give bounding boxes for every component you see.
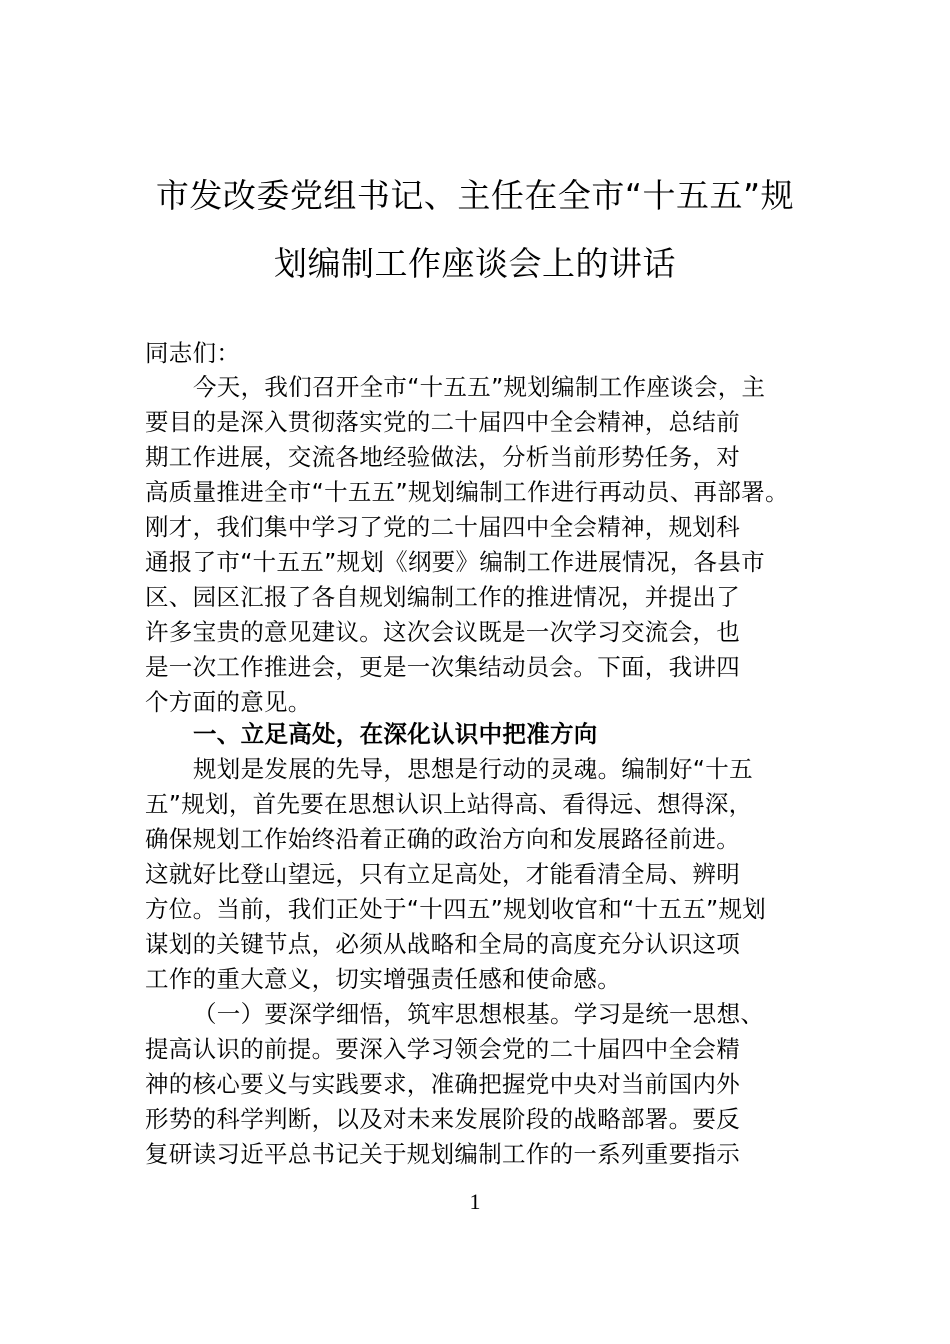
paragraph-line: 五”规划，首先要在思想认识上站得高、看得远、想得深， [145,790,753,818]
paragraph-line: 期工作进展，交流各地经验做法，分析当前形势任务，对 [145,443,740,471]
paragraph-line: 今天，我们召开全市“十五五”规划编制工作座谈会，主 [193,373,766,401]
paragraph-line: 个方面的意见。 [145,688,312,716]
paragraph-line: 提高认识的前提。要深入学习领会党的二十届四中全会精 [145,1035,740,1063]
paragraph-line: 通报了市“十五五”规划《纲要》编制工作进展情况，各县市 [145,548,765,576]
paragraph-line: 是一次工作推进会，更是一次集结动员会。下面，我讲四 [145,653,740,681]
paragraph-line: 这就好比登山望远，只有立足高处，才能看清全局、辨明 [145,860,740,888]
page-number: 1 [469,1189,481,1214]
paragraph-line: 区、园区汇报了各自规划编制工作的推进情况，并提出了 [145,583,740,611]
paragraph-line: 高质量推进全市“十五五”规划编制工作进行再动员、再部署。 [145,478,789,506]
paragraph-line: 刚才，我们集中学习了党的二十届四中全会精神，规划科 [145,513,740,541]
paragraph-line: 要目的是深入贯彻落实党的二十届四中全会精神，总结前 [145,408,740,436]
paragraph-line: 谋划的关键节点，必须从战略和全局的高度充分认识这项 [145,930,740,958]
paragraph-line: 许多宝贵的意见建议。这次会议既是一次学习交流会，也 [145,618,740,646]
salutation: 同志们： [145,339,241,367]
paragraph-line: 工作的重大意义，切实增强责任感和使命感。 [145,965,621,993]
paragraph-line: 规划是发展的先导，思想是行动的灵魂。编制好“十五 [193,755,753,783]
paragraph-line: 复研读习近平总书记关于规划编制工作的一系列重要指示 [145,1140,740,1168]
paragraph-line: 方位。当前，我们正处于“十四五”规划收官和“十五五”规划 [145,895,767,923]
paragraph-line: 神的核心要义与实践要求，准确把握党中央对当前国内外 [145,1070,740,1098]
document-title-line-1: 市发改委党组书记、主任在全市“十五五”规 [155,176,795,215]
paragraph-line: 确保规划工作始终沿着正确的政治方向和发展路径前进。 [145,825,740,853]
subsection-paragraph-line: （一）要深学细悟，筑牢思想根基。学习是统一思想、 [193,1000,765,1028]
document-title-line-2: 划编制工作座谈会上的讲话 [274,244,676,283]
paragraph-line: 形势的科学判断，以及对未来发展阶段的战略部署。要反 [145,1105,740,1133]
section-heading-1: 一、立足高处，在深化认识中把准方向 [193,720,598,748]
